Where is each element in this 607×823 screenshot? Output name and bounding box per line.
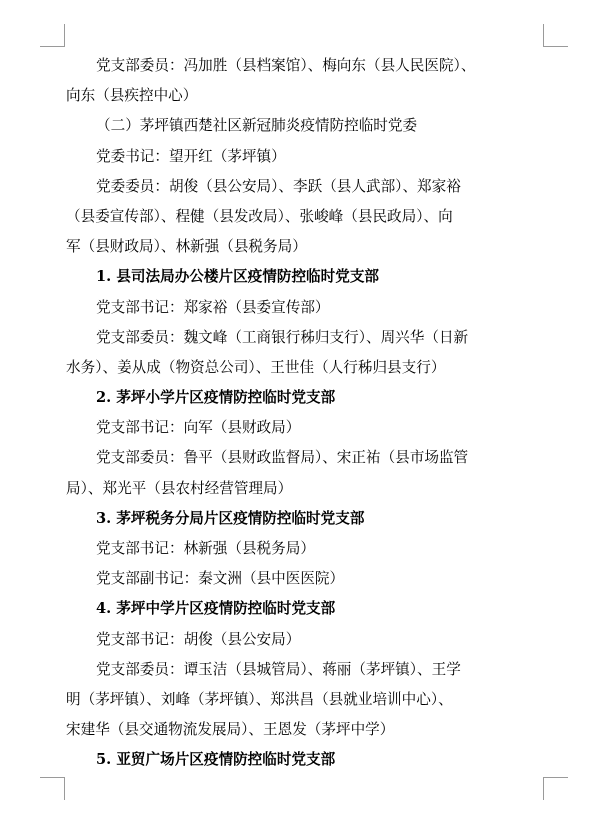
crop-mark-bottom-left xyxy=(40,777,65,800)
text-line: 明（茅坪镇）、刘峰（茅坪镇）、郑洪昌（县就业培训中心）、 xyxy=(66,690,453,708)
text-line: 党支部委员：冯加胜（县档案馆）、梅向东（县人民医院）、 xyxy=(96,57,476,74)
text-line: 党支部书记：郑家裕（县委宣传部） xyxy=(96,298,330,316)
section-heading: 3. 茅坪税务分局片区疫情防控临时党支部 xyxy=(96,509,365,527)
text-line: 宋建华（县交通物流发展局）、王恩发（茅坪中学） xyxy=(66,721,395,739)
document-body xyxy=(66,51,541,776)
text-line: 党委书记：望开红（茅坪镇） xyxy=(96,147,286,165)
text-line: 党支部委员：魏文峰（工商银行秭归支行）、周兴华（日新 xyxy=(96,328,469,346)
text-line: 党支部副书记：秦文洲（县中医医院） xyxy=(96,570,345,588)
text-line: 党支部委员：鲁平（县财政监督局）、宋正祐（县市场监管 xyxy=(96,449,469,467)
section-heading: 4. 茅坪中学片区疫情防控临时党支部 xyxy=(96,600,336,618)
text-line: 党支部委员：谭玉洁（县城管局）、蒋丽（茅坪镇）、王学 xyxy=(96,660,461,678)
crop-mark-top-left xyxy=(40,24,65,47)
text-line: 局）、郑光平（县农村经营管理局） xyxy=(66,479,293,497)
section-heading: 1. 县司法局办公楼片区疫情防控临时党支部 xyxy=(96,268,380,286)
text-line: 党委委员：胡俊（县公安局）、李跃（县人武部）、郑家裕 xyxy=(96,177,461,195)
text-line: （二）茅坪镇西楚社区新冠肺炎疫情防控临时党委 xyxy=(96,117,418,135)
text-line: 军（县财政局）、林新强（县税务局） xyxy=(66,238,307,256)
text-line: 党支部书记：向军（县财政局） xyxy=(96,419,301,437)
text-line: 党支部书记：林新强（县税务局） xyxy=(96,540,315,557)
section-heading: 5. 亚贸广场片区疫情防控临时党支部 xyxy=(96,751,336,769)
text-line: 水务）、姜从成（物资总公司）、王世佳（人行秭归县支行） xyxy=(66,358,446,376)
section-heading: 2. 茅坪小学片区疫情防控临时党支部 xyxy=(96,389,336,407)
text-line: 向东（县疾控中心） xyxy=(66,87,198,105)
text-line: 党支部书记：胡俊（县公安局） xyxy=(96,630,301,648)
crop-mark-bottom-right xyxy=(543,777,568,800)
crop-mark-top-right xyxy=(543,24,568,47)
text-line: （县委宣传部）、程健（县发改局）、张峻峰（县民政局）、向 xyxy=(66,207,453,225)
